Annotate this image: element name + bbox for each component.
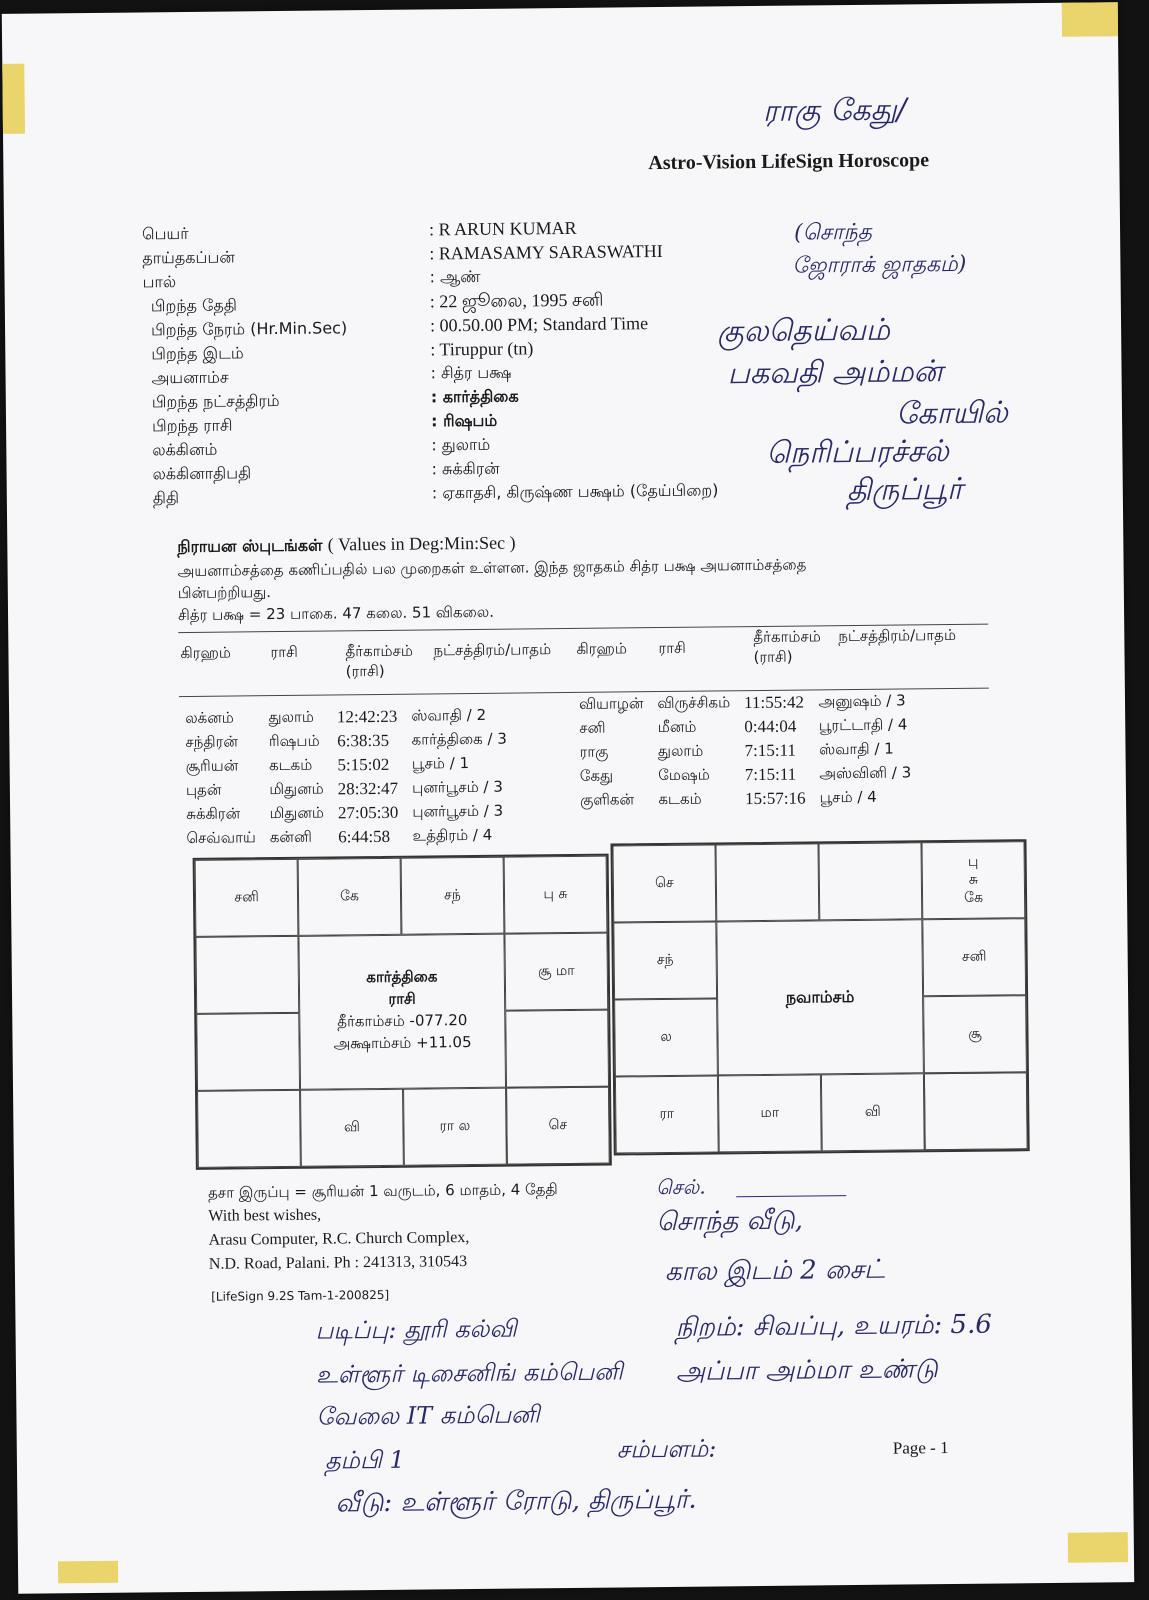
handwritten-note: உள்ளூர் டிசைனிங் கம்பெனி — [315, 1357, 623, 1389]
chart-house-cell — [614, 998, 718, 1076]
table-cell: 28:32:47 — [337, 778, 399, 799]
chart-center-text: தீர்காம்சம் -077.20 — [337, 1011, 468, 1031]
detail-value: : சுக்கிரன் — [431, 458, 500, 479]
nirayana-heading-text: நிராயன ஸ்புடங்கள் — [177, 535, 323, 557]
horoscope-sheet — [2, 2, 1134, 1594]
chart-house-cell — [613, 921, 717, 999]
chart-house-label: வி — [343, 1118, 360, 1135]
chart-house-cell — [615, 1075, 719, 1153]
nirayana-heading-unit: ( Values in Deg:Min:Sec ) — [327, 532, 516, 555]
table-cell: உத்திரம் / 4 — [412, 825, 493, 845]
handwritten-note: ஜோராக் ஜாதகம்) — [792, 251, 967, 279]
page-number: Page - 1 — [892, 1438, 949, 1458]
table-cell: மிதுனம் — [269, 779, 324, 799]
detail-label: பிறந்த நட்சத்திரம் — [151, 390, 280, 412]
table-header: நட்சத்திரம்/பாதம் — [433, 640, 552, 660]
tape-strip — [58, 1561, 118, 1584]
chart-house-cell — [197, 1090, 301, 1168]
table-cell: சூரியன் — [185, 756, 239, 776]
table-row — [180, 825, 514, 850]
chart-house-label: வி — [864, 1103, 881, 1120]
detail-value: : ரிஷபம் — [430, 410, 498, 431]
table-cell: சனி — [579, 718, 606, 737]
table-cell: அனுஷம் / 3 — [818, 691, 906, 711]
handwritten-note: சொந்த வீடு, — [656, 1205, 804, 1238]
detail-value: : துலாம் — [431, 434, 491, 455]
table-cell: 12:42:23 — [336, 706, 398, 727]
table-cell: 6:44:58 — [338, 826, 391, 847]
chart-center-text: நவாம்சம் — [785, 986, 855, 1007]
table-header: நட்சத்திரம்/பாதம் — [838, 625, 957, 646]
chart-center-text: ராசி — [388, 989, 416, 1008]
table-cell: கன்னி — [269, 827, 312, 847]
chart-house-label: செ — [548, 1116, 568, 1133]
rasi-chart — [193, 854, 612, 1170]
handwritten-note: அப்பா அம்மா உண்டு — [675, 1354, 939, 1387]
chart-house-cell — [923, 995, 1027, 1073]
wishes-line: With best wishes, — [208, 1206, 322, 1225]
chart-house-label: பு சு — [543, 885, 568, 902]
chart-house-label: சந் — [656, 951, 674, 968]
detail-label: பிறந்த ராசி — [151, 415, 233, 436]
table-row — [179, 705, 513, 730]
detail-label: லக்கினாதிபதி — [152, 463, 252, 484]
handwritten-note: படிப்பு: தூரி கல்வி — [315, 1314, 517, 1345]
nirayana-note: அயனாம்சத்தை கணிப்பதில் பல முறைகள் உள்ளன. இந்த ஜாதகம் சித்ர பக்ஷ அயனாம்சத்தை — [177, 555, 807, 581]
table-cell: பூரட்டாதி / 4 — [818, 715, 908, 735]
table-cell: லக்னம் — [185, 708, 234, 728]
detail-label: லக்கினம் — [152, 439, 218, 460]
chart-house-label: சனி — [234, 888, 259, 905]
table-cell: 15:57:16 — [744, 788, 806, 809]
chart-house-cell — [613, 844, 717, 922]
table-cell: புதன் — [185, 780, 222, 800]
detail-value: : கார்த்திகை — [430, 386, 519, 407]
details-rows — [141, 217, 719, 510]
detail-value: : 00.50.00 PM; Standard Time — [429, 313, 649, 336]
details-list — [141, 217, 719, 510]
chart-house-cell — [818, 842, 922, 920]
handwritten-note: நெரிப்பரச்சல் — [766, 433, 950, 471]
table-cell: துலாம் — [657, 741, 704, 761]
detail-label: அயனாம்ச — [151, 367, 229, 388]
detail-value: : RAMASAMY SARASWATHI — [429, 240, 663, 264]
table-header: கிரஹம் — [576, 639, 628, 658]
table-row — [574, 786, 918, 812]
table-cell: பூசம் / 1 — [411, 754, 470, 773]
table-cell: அஸ்வினி / 3 — [819, 763, 912, 783]
chart-house-label: சூ மா — [538, 962, 575, 979]
table-cell: சந்திரன் — [185, 732, 238, 752]
chart-house-cell — [921, 841, 1025, 919]
chart-house-label: ரா ல — [439, 1117, 471, 1134]
chart-house-label: ல — [660, 1028, 672, 1045]
handwritten-note: தம்பி 1 — [324, 1445, 405, 1475]
chart-house-label: கே — [339, 887, 360, 904]
chitra-paksha-line: சித்ர பக்ஷ = 23 பாகை. 47 கலை. 51 விகலை. — [177, 602, 495, 625]
chart-center — [716, 919, 924, 1075]
table-row — [179, 729, 513, 754]
chart-house-label: சூ — [968, 1025, 982, 1042]
chart-house-label: ரா — [659, 1105, 675, 1122]
detail-label: பிறந்த இடம் — [151, 343, 244, 364]
table-cell: விருச்சிகம் — [657, 693, 731, 713]
detail-value: : Tiruppur (tn) — [430, 338, 534, 360]
table-cell: ஸ்வாதி / 2 — [411, 705, 487, 725]
chart-house-cell — [924, 1072, 1028, 1150]
table-row — [573, 714, 917, 740]
chart-house-cell — [300, 1089, 404, 1167]
chart-house-cell — [715, 843, 819, 921]
detail-value: : ஏகாதசி, கிருஷ்ண பக்ஷம் (தேய்பிறை) — [431, 480, 719, 503]
table-cell: கடகம் — [268, 755, 313, 775]
dasa-line: தசா இருப்பு = சூரியன் 1 வருடம், 6 மாதம், 4 தேதி — [208, 1180, 558, 1202]
handwritten-underline — [736, 1195, 846, 1197]
handwritten-note: நிறம்: சிவப்பு, உயரம்: 5.6 — [675, 1309, 992, 1343]
table-cell: 27:05:30 — [337, 802, 399, 823]
table-header: தீர்காம்சம் (ராசி) — [753, 627, 821, 667]
handwritten-note: வீடு: உள்ளூர் ரோடு, திருப்பூர். — [335, 1484, 697, 1519]
chart-house-label: பு சு கே — [964, 853, 984, 906]
handwritten-note: (சொந்த — [793, 219, 873, 246]
table-header: தீர்காம்சம் (ராசி) — [345, 641, 414, 681]
handwritten-note: சம்பளம்: — [616, 1434, 717, 1464]
detail-label: பிறந்த நேரம் (Hr.Min.Sec) — [150, 318, 348, 340]
chart-house-cell — [196, 1013, 300, 1091]
handwritten-note: கால இடம் 2 சைட் — [664, 1254, 885, 1288]
planet-table-left — [177, 703, 516, 853]
table-cell: 6:38:35 — [337, 730, 390, 751]
tape-strip — [2, 64, 25, 134]
table-cell: கேது — [579, 766, 614, 785]
chart-house-cell — [821, 1073, 925, 1151]
table-cell: புனர்பூசம் / 3 — [412, 777, 503, 797]
table-header: ராசி — [658, 638, 686, 658]
table-cell: 7:15:11 — [744, 764, 797, 785]
navamsa-chart — [610, 839, 1029, 1155]
chart-house-cell — [506, 1087, 610, 1165]
shop-address: N.D. Road, Palani. Ph : 241313, 310543 — [208, 1253, 468, 1273]
planet-table — [177, 703, 516, 853]
chart-house-label: சனி — [961, 948, 987, 965]
table-cell: மேஷம் — [658, 765, 710, 785]
table-cell: 11:55:42 — [743, 692, 805, 713]
handwritten-note: கோயில் — [895, 395, 1009, 432]
table-row — [574, 762, 918, 788]
nirayana-heading — [177, 533, 515, 559]
table-cell: ராகு — [579, 742, 609, 761]
handwritten-note: பகவதி அம்மன் — [727, 354, 943, 392]
chart-house-cell — [504, 856, 608, 934]
chart-house-cell — [403, 1088, 507, 1166]
chart-center — [298, 934, 506, 1090]
detail-label: தாய்தகப்பன் — [142, 247, 235, 268]
table-cell: 0:44:04 — [744, 716, 797, 737]
planet-table — [571, 688, 920, 814]
detail-value: : R ARUN KUMAR — [428, 217, 577, 240]
chart-house-cell — [298, 858, 402, 936]
table-row — [180, 753, 514, 778]
table-row — [180, 801, 514, 826]
chart-house-cell — [195, 936, 299, 1014]
chart-center-text: கார்த்திகை — [366, 967, 438, 987]
handwritten-note: ராகு கேது/ — [762, 92, 907, 129]
table-cell: கடகம் — [658, 789, 702, 809]
page-title: Astro-Vision LifeSign Horoscope — [648, 149, 930, 175]
table-cell: ரிஷபம் — [268, 731, 320, 751]
table-cell: புனர்பூசம் / 3 — [412, 801, 504, 821]
chart-house-cell — [195, 859, 299, 937]
detail-value: : ஆண் — [429, 266, 481, 287]
handwritten-note: திருப்பூர் — [846, 471, 963, 509]
tape-strip — [1062, 2, 1118, 37]
table-cell: கார்த்திகை / 3 — [411, 729, 507, 749]
table-cell: ஸ்வாதி / 1 — [818, 739, 894, 759]
table-cell: செவ்வாய் — [186, 828, 256, 847]
table-cell: பூசம் / 4 — [819, 787, 877, 807]
table-header: ராசி — [270, 642, 298, 662]
table-row — [180, 777, 514, 802]
chart-house-label: செ — [654, 874, 674, 891]
shop-name: Arasu Computer, R.C. Church Complex, — [208, 1229, 470, 1249]
table-cell: 5:15:02 — [337, 754, 390, 775]
chart-house-cell — [401, 857, 505, 935]
detail-label: பிறந்த தேதி — [150, 295, 238, 316]
detail-label: திதி — [152, 488, 180, 508]
table-header: கிரஹம் — [180, 643, 232, 663]
chart-house-cell — [718, 1074, 822, 1152]
handwritten-note: செல். — [655, 1174, 706, 1200]
table-cell: 7:15:11 — [744, 740, 797, 761]
handwritten-note: வேலை IT கம்பெனி — [316, 1400, 540, 1431]
planet-table-right — [571, 688, 920, 814]
table-cell: வியாழன் — [578, 694, 644, 713]
tape-strip — [1068, 1532, 1128, 1563]
table-row — [573, 738, 917, 764]
chart-house-label: மா — [760, 1104, 780, 1121]
chart-house-cell — [922, 918, 1026, 996]
nirayana-note: பின்பற்றியது. — [177, 583, 272, 603]
detail-value: : சித்ர பக்ஷ — [430, 362, 512, 383]
table-cell: மீனம் — [657, 717, 697, 737]
table-cell: மிதுனம் — [269, 803, 325, 823]
chart-house-cell — [505, 1010, 609, 1088]
detail-label: பெயர் — [141, 223, 189, 244]
version-label: [LifeSign 9.2S Tam-1-200825] — [211, 1287, 390, 1304]
chart-center-text: அக்ஷாம்சம் +11.05 — [333, 1033, 472, 1053]
chart-house-cell — [504, 933, 608, 1011]
detail-label: பால் — [142, 272, 177, 292]
table-cell: குளிகன் — [579, 790, 635, 809]
table-row — [573, 690, 917, 716]
chart-house-label: சந் — [444, 886, 461, 903]
table-cell: துலாம் — [268, 707, 314, 727]
detail-value: : 22 ஜூலை, 1995 சனி — [429, 289, 604, 312]
handwritten-note: குலதெய்வம் — [716, 312, 891, 350]
table-cell: சுக்கிரன் — [186, 804, 241, 823]
